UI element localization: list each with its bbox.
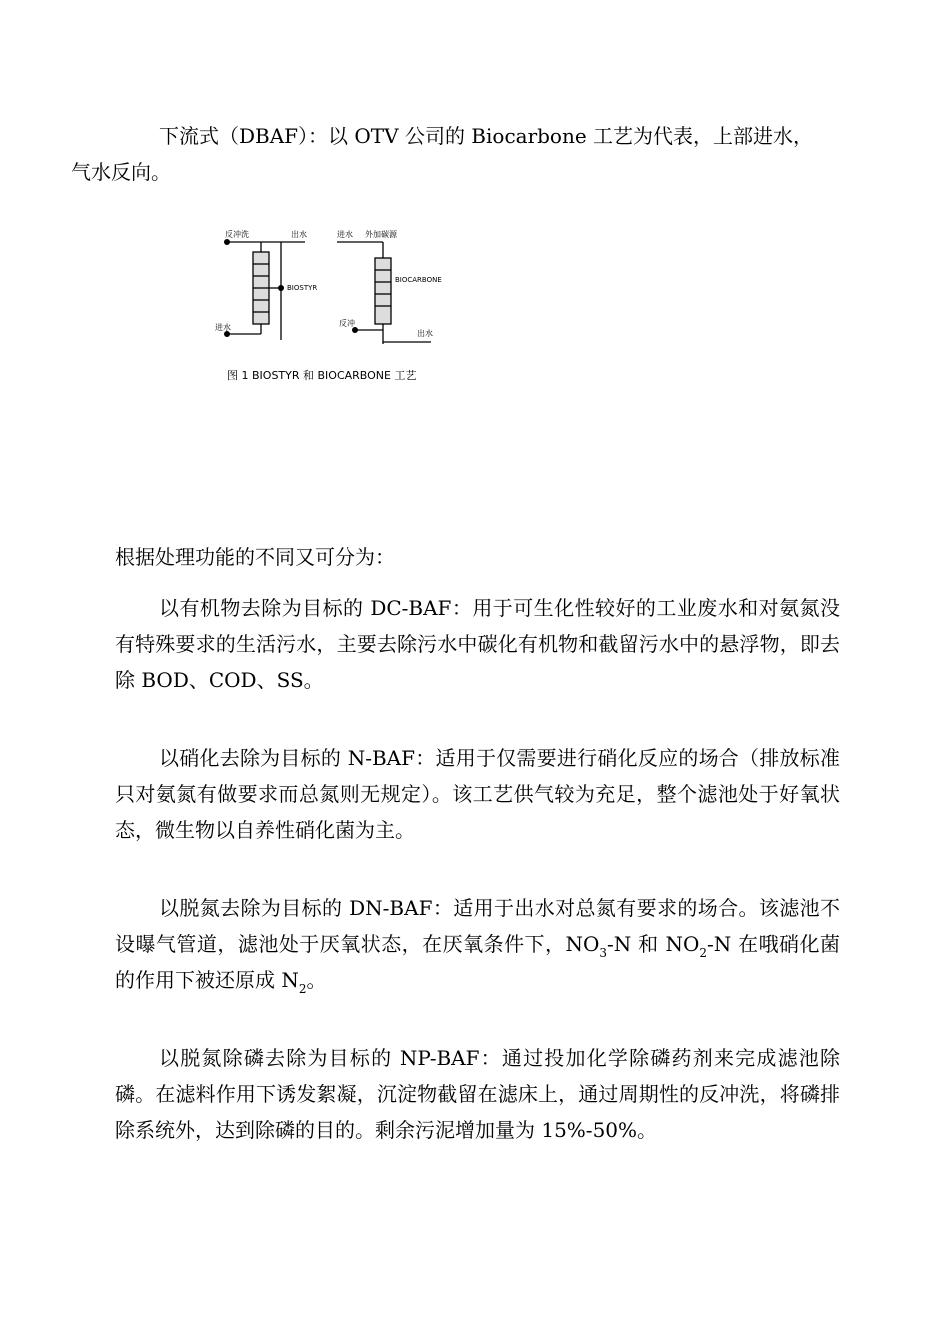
dn-baf-paragraph: 以脱氮去除为目标的 DN-BAF：适用于出水对总氮有要求的场合。该滤池不设曝气管道，滤池处于厌氧状态，在厌氧条件下，$NO_3-N$ 和 $NO_2-N$ 在哦硝化菌的作用下被还原成 $N_2$。 [115, 896, 841, 996]
fig-right-backwash: 反冲 [339, 319, 355, 328]
fig-left-inlet: 进水 [215, 323, 231, 332]
fig-right-inlet: 进水 [337, 230, 353, 239]
fig-right-name: BIOCARBONE [395, 276, 442, 284]
fig-left-outlet: 出水 [291, 230, 307, 239]
fig-left-backwash: 反冲洗 [225, 230, 249, 239]
n-baf-paragraph: 以硝化去除为目标的 N-BAF：适用于仅需要进行硝化反应的场合（排放标准只对氨氮有做要求而总氮则无规定）。该工艺供气较为充足，整个滤池处于好氧状态，微生物以自养性硝化菌为主。 [115, 746, 840, 842]
intro-line-2: 气水反向。 [71, 160, 171, 184]
dc-baf-paragraph: 以有机物去除为目标的 DC-BAF：用于可生化性较好的工业废水和对氨氮没有特殊要求的生活污水，主要去除污水中碳化有机物和截留污水中的悬浮物，即去除 BOD、COD、SS。 [115, 596, 840, 692]
fig-left-name: BIOSTYR [287, 284, 318, 292]
fig-right-outlet: 出水 [417, 329, 433, 338]
np-baf-paragraph: 以脱氮除磷去除为目标的 NP-BAF：通过投加化学除磷药剂来完成滤池除磷。在滤料作用下诱发絮凝，沉淀物截留在滤床上，通过周期性的反冲洗，将磷排除系统外，达到除磷的目的。剩余污泥增加量为 15%-50%。 [115, 1046, 840, 1142]
process-figure [205, 222, 475, 392]
intro-line-1: 下流式（DBAF）：以 OTV 公司的 Biocarbone 工艺为代表，上部进水， [159, 124, 814, 148]
fig-right-carbon: 外加碳源 [365, 230, 397, 239]
classification-intro: 根据处理功能的不同又可分为： [115, 545, 395, 569]
intro-paragraph [71, 118, 840, 190]
fig-caption: 图 1 BIOSTYR 和 BIOCARBONE 工艺 [227, 369, 417, 382]
